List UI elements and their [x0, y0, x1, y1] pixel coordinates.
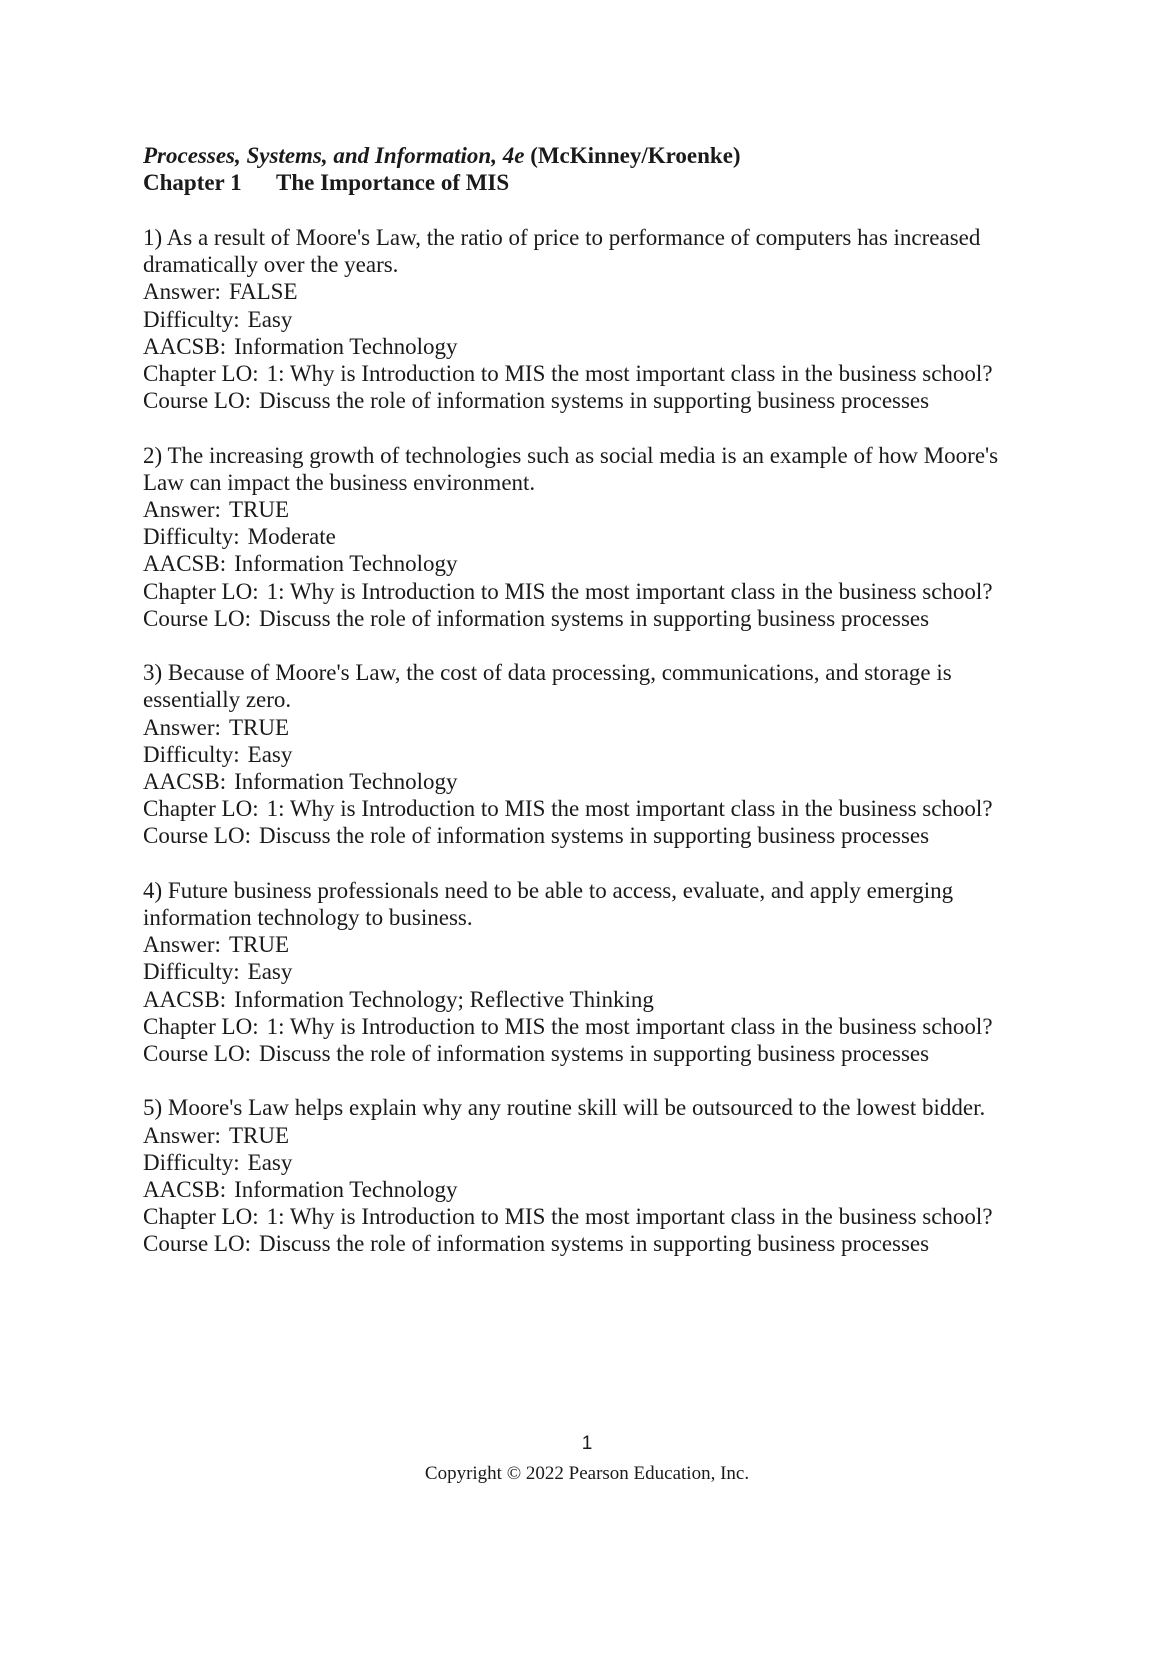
difficulty-value: Moderate — [247, 524, 336, 550]
course-lo-label: Course LO: — [143, 1231, 251, 1257]
answer-row — [143, 714, 1043, 741]
book-title: Processes, Systems, and Information, 4e — [143, 143, 525, 168]
aacsb-row — [143, 986, 1043, 1013]
answer-row — [143, 1122, 1043, 1149]
question-block — [143, 224, 1043, 414]
course-lo-row — [143, 605, 1043, 632]
course-lo-label: Course LO: — [143, 823, 251, 849]
course-lo-row — [143, 387, 1043, 414]
course-lo-value: Discuss the role of information systems in supporting business processes — [258, 823, 930, 849]
aacsb-value: Information Technology — [234, 333, 458, 359]
chapter-number: Chapter 1 — [143, 170, 242, 195]
answer-label: Answer: — [143, 279, 221, 305]
answer-value: TRUE — [228, 497, 289, 523]
book-title-line — [143, 142, 741, 169]
aacsb-label: AACSB: — [143, 1177, 227, 1203]
question-block — [143, 659, 1043, 849]
chapter-lo-row — [143, 1013, 1043, 1040]
page-number: 1 — [581, 1433, 593, 1454]
question-list — [143, 224, 1043, 1285]
question-stem: 2) The increasing growth of technologies such as social media is an example of how Moore's Law can impact the business environment. — [143, 442, 999, 495]
answer-row — [143, 931, 1043, 958]
difficulty-label: Difficulty: — [143, 1149, 240, 1175]
aacsb-label: AACSB: — [143, 769, 227, 795]
course-lo-row — [143, 822, 1043, 849]
course-lo-label: Course LO: — [143, 1041, 251, 1067]
question-stem: 3) Because of Moore's Law, the cost of data processing, communications, and storage is essentially zero. — [143, 660, 952, 713]
chapter-lo-value: 1: Why is Introduction to MIS the most important class in the business school? — [266, 1013, 993, 1039]
course-lo-row — [143, 1230, 1043, 1257]
aacsb-value: Information Technology — [234, 1177, 458, 1203]
chapter-lo-label: Chapter LO: — [143, 1013, 259, 1039]
difficulty-row — [143, 741, 1043, 768]
difficulty-row — [143, 1149, 1043, 1176]
aacsb-value: Information Technology; Reflective Thinking — [234, 986, 654, 1012]
answer-value: FALSE — [228, 279, 298, 305]
answer-value: TRUE — [228, 932, 289, 958]
chapter-lo-row — [143, 578, 1043, 605]
chapter-lo-row — [143, 795, 1043, 822]
difficulty-value: Easy — [247, 959, 293, 985]
difficulty-label: Difficulty: — [143, 741, 240, 767]
answer-value: TRUE — [228, 714, 289, 740]
difficulty-label: Difficulty: — [143, 524, 240, 550]
chapter-lo-label: Chapter LO: — [143, 578, 259, 604]
aacsb-value: Information Technology — [234, 769, 458, 795]
copyright-notice: Copyright © 2022 Pearson Education, Inc. — [424, 1463, 750, 1484]
chapter-lo-label: Chapter LO: — [143, 796, 259, 822]
difficulty-row — [143, 306, 1043, 333]
question-block — [143, 442, 1043, 632]
difficulty-value: Easy — [247, 741, 293, 767]
aacsb-row — [143, 550, 1043, 577]
chapter-lo-value: 1: Why is Introduction to MIS the most important class in the business school? — [266, 1204, 993, 1230]
question-block — [143, 1094, 1043, 1257]
chapter-lo-label: Chapter LO: — [143, 361, 259, 387]
course-lo-row — [143, 1040, 1043, 1067]
answer-label: Answer: — [143, 932, 221, 958]
aacsb-label: AACSB: — [143, 551, 227, 577]
difficulty-label: Difficulty: — [143, 959, 240, 985]
answer-row — [143, 278, 1043, 305]
aacsb-label: AACSB: — [143, 986, 227, 1012]
course-lo-value: Discuss the role of information systems in supporting business processes — [258, 1231, 930, 1257]
chapter-title: The Importance of MIS — [276, 170, 510, 195]
chapter-lo-label: Chapter LO: — [143, 1204, 259, 1230]
book-authors: (McKinney/Kroenke) — [530, 143, 741, 168]
aacsb-row — [143, 1176, 1043, 1203]
answer-row — [143, 496, 1043, 523]
course-lo-value: Discuss the role of information systems in supporting business processes — [258, 1041, 930, 1067]
question-stem: 4) Future business professionals need to be able to access, evaluate, and apply emerging information technology to business. — [143, 877, 954, 931]
aacsb-row — [143, 768, 1043, 795]
chapter-lo-value: 1: Why is Introduction to MIS the most important class in the business school? — [266, 796, 993, 822]
aacsb-row — [143, 333, 1043, 360]
chapter-lo-value: 1: Why is Introduction to MIS the most important class in the business school? — [266, 578, 993, 604]
question-block — [143, 877, 1043, 1067]
answer-label: Answer: — [143, 1122, 221, 1148]
course-lo-label: Course LO: — [143, 605, 251, 631]
chapter-lo-value: 1: Why is Introduction to MIS the most important class in the business school? — [266, 361, 993, 387]
answer-value: TRUE — [228, 1122, 289, 1148]
difficulty-value: Easy — [247, 1149, 293, 1175]
chapter-lo-row — [143, 360, 1043, 387]
difficulty-value: Easy — [247, 306, 293, 332]
document-header — [143, 142, 741, 196]
aacsb-label: AACSB: — [143, 333, 227, 359]
course-lo-value: Discuss the role of information systems in supporting business processes — [258, 388, 930, 414]
course-lo-value: Discuss the role of information systems in supporting business processes — [258, 605, 930, 631]
answer-label: Answer: — [143, 497, 221, 523]
difficulty-row — [143, 523, 1043, 550]
course-lo-label: Course LO: — [143, 388, 251, 414]
difficulty-row — [143, 958, 1043, 985]
question-stem: 5) Moore's Law helps explain why any routine skill will be outsourced to the lowest bidder. — [143, 1095, 986, 1121]
chapter-heading — [143, 169, 741, 196]
difficulty-label: Difficulty: — [143, 306, 240, 332]
chapter-lo-row — [143, 1203, 1043, 1230]
answer-label: Answer: — [143, 714, 221, 740]
question-stem: 1) As a result of Moore's Law, the ratio of price to performance of computers has increased dramatically over the years. — [143, 225, 981, 278]
aacsb-value: Information Technology — [234, 551, 458, 577]
